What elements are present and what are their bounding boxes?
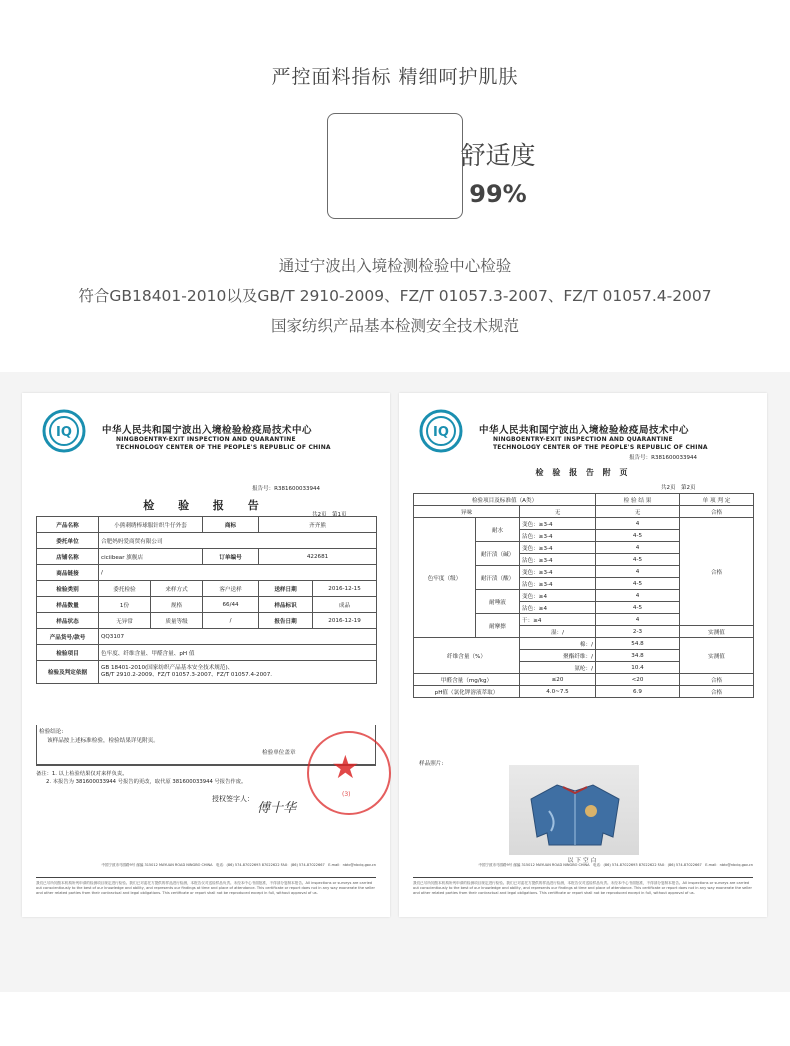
cell-label: 商标 xyxy=(203,517,259,533)
judgement: 合格 xyxy=(680,518,754,626)
cell-value: 422681 xyxy=(259,549,377,565)
judgement: 实测值 xyxy=(680,638,754,674)
comfort-badge xyxy=(327,113,536,219)
report-number: 报告号：R381600033944 xyxy=(252,486,320,492)
table-row xyxy=(37,533,377,549)
cell-label: 检验及判定依据 xyxy=(37,661,99,684)
result: 34.8 xyxy=(596,650,680,662)
cell-value: 成品 xyxy=(313,597,377,613)
col-header: 单 项 判 定 xyxy=(680,494,754,506)
standard: 无 xyxy=(520,506,596,518)
table-row xyxy=(37,629,377,645)
standard: 氨纶：/ xyxy=(520,662,596,674)
svg-text:IQ: IQ xyxy=(56,425,72,440)
org-name-en-1: NINGBOENTRY-EXIT INSPECTION AND QUARANTINE xyxy=(116,436,296,443)
org-name-en-2: TECHNOLOGY CENTER OF THE PEOPLE'S REPUBLIC OF CHINA xyxy=(493,444,708,451)
standard: 棉：/ xyxy=(520,638,596,650)
standard: 湿：/ xyxy=(520,626,596,638)
result: 4 xyxy=(596,590,680,602)
cell-value: / xyxy=(99,565,377,581)
cell-value: 2016-12-15 xyxy=(313,581,377,597)
cell-value: 1份 xyxy=(99,597,151,613)
standard: 沾色：≥3-4 xyxy=(520,554,596,566)
report-number: 报告号：R381600033944 xyxy=(629,455,697,461)
result: 4 xyxy=(596,542,680,554)
desc-line-1: 通过宁波出入境检测检验中心检验 xyxy=(278,257,512,275)
table-row xyxy=(37,613,377,629)
item-label: 纤维含量（%） xyxy=(414,638,520,674)
item-label: pH值（氯化钾溶液萃取） xyxy=(414,686,520,698)
cell-label: 报告日期 xyxy=(259,613,313,629)
headline: 严控面料指标 精细呵护肌肤 xyxy=(271,66,519,88)
cell-value: 委托检验 xyxy=(99,581,151,597)
result: 6.9 xyxy=(596,686,680,698)
report-info-table xyxy=(36,516,377,684)
table-row xyxy=(37,517,377,533)
cell-label: 来样方式 xyxy=(151,581,203,597)
table-row xyxy=(37,549,377,565)
badge-label: 舒适度 xyxy=(460,141,536,170)
stamp-label: 检验单位盖章 xyxy=(262,750,296,756)
result: 4-5 xyxy=(596,578,680,590)
ciq-logo-icon xyxy=(419,409,463,453)
standard: 变色：≥3-4 xyxy=(520,542,596,554)
page-info: 共2页 第2页 xyxy=(661,485,696,491)
cell-value: 客户送样 xyxy=(203,581,259,597)
desc-line-3: 国家纺织产品基本检测安全技术规范 xyxy=(270,317,519,335)
standard: 变色：≥4 xyxy=(520,590,596,602)
conclusion-text: 该样品按上述标准检验，检验结果详见附页。 xyxy=(47,738,159,744)
table-row xyxy=(414,506,754,518)
official-seal xyxy=(307,731,391,815)
org-name-en-2: TECHNOLOGY CENTER OF THE PEOPLE'S REPUBLIC OF CHINA xyxy=(116,444,331,451)
note-1: 备注：1. 以上检验结果仅对来样负责。 xyxy=(36,771,128,777)
cell-label: 质量等级 xyxy=(151,613,203,629)
standard: 沾色：≥3-4 xyxy=(520,530,596,542)
footer-disclaimer: 我们已尽所知按本机构所列申请的检测项目规定进行检验。我们已对委托方提供的样品进行检测，本报告仅对送检样品负责。未经本中心书面批准，不得部分复制本报告。All inspections or surveys are carried out conscientiously to the best of our knowledge and ability, and represents our findings at time and place of attendance. This certificate or report does not in any way exonerate the seller and other related parties from their contractual and legal obligations. This certificate or report shall not be reproduced except in full, without approval of us. xyxy=(413,881,752,895)
cell-label: 样品数量 xyxy=(37,597,99,613)
signature: 傅十华 xyxy=(257,801,297,816)
result: 10.4 xyxy=(596,662,680,674)
judgement: 实测值 xyxy=(680,626,754,638)
cell-label: 检验项目 xyxy=(37,645,99,661)
cell-value: 66/44 xyxy=(203,597,259,613)
judgement: 合格 xyxy=(680,686,754,698)
footer-divider xyxy=(413,877,753,878)
table-row xyxy=(37,581,377,597)
result: 无 xyxy=(596,506,680,518)
badge-value: 99% xyxy=(469,180,527,208)
sub-item-label: 耐唾液 xyxy=(476,590,520,614)
judgement: 合格 xyxy=(680,674,754,686)
result: 4 xyxy=(596,614,680,626)
basis-line-2: GB/T 2910.2-2009、FZ/T 01057.3-2007、FZ/T 01057.4-2007. xyxy=(101,672,273,678)
standard: 聚酯纤维：/ xyxy=(520,650,596,662)
org-name-en-1: NINGBOENTRY-EXIT INSPECTION AND QUARANTINE xyxy=(493,436,673,443)
result: 4 xyxy=(596,518,680,530)
conclusion-label: 检验结论: xyxy=(39,729,64,735)
sample-photo xyxy=(509,765,639,855)
sub-item-label: 耐摩擦 xyxy=(476,614,520,638)
sub-item-label: 耐水 xyxy=(476,518,520,542)
table-row xyxy=(37,661,377,684)
page-info: 共2页 第1页 xyxy=(312,512,347,518)
cell-value: 无异常 xyxy=(99,613,151,629)
report-band xyxy=(0,372,790,992)
cell-value xyxy=(99,661,377,684)
cell-label: 商品链接 xyxy=(37,565,99,581)
basis-line-1: GB 18401-2010(国家纺织产品基本安全技术规范)、 xyxy=(101,664,234,671)
ciq-logo-icon xyxy=(42,409,86,453)
footer-address: 中国宁波市马园路9号 邮编 315012 MAYUAN ROAD NINGBO CHINA 电话：(86) 574-87022693 87022622 FAX：(86) 574-87022667 E-mail：nbtc@nbciq.gov.cn xyxy=(478,863,753,867)
hero-section xyxy=(0,0,790,372)
cell-value: 齐齐熊 xyxy=(259,517,377,533)
table-row xyxy=(37,645,377,661)
cell-label: 产品货号/款号 xyxy=(37,629,99,645)
cell-label: 订单编号 xyxy=(203,549,259,565)
result: 54.8 xyxy=(596,638,680,650)
test-results-table xyxy=(413,493,754,698)
table-header-row xyxy=(414,494,754,506)
result: 4-5 xyxy=(596,602,680,614)
standard: 干：≥4 xyxy=(520,614,596,626)
item-label: 甲醛含量（mg/kg） xyxy=(414,674,520,686)
cell-value: 小熊刺绣棒球服针织牛仔外套 xyxy=(99,517,203,533)
cell-label: 送样日期 xyxy=(259,581,313,597)
table-row xyxy=(414,638,754,650)
footer-address: 中国宁波市马园路9号 邮编 315012 MAYUAN ROAD NINGBO CHINA 电话：(86) 574-87022693 87022622 FAX：(86) 574-87022667 E-mail：nbtc@nbciq.gov.cn xyxy=(101,863,376,867)
cell-value: 色牢度、纤维含量、甲醛含量、pH 值 xyxy=(99,645,377,661)
result: <20 xyxy=(596,674,680,686)
standard: 变色：≥3-4 xyxy=(520,518,596,530)
desc-line-2: 符合GB18401-2010以及GB/T 2910-2009、FZ/T 01057.3-2007、FZ/T 01057.4-2007 xyxy=(78,287,712,305)
svg-text:IQ: IQ xyxy=(433,425,449,440)
standard: ≤20 xyxy=(520,674,596,686)
cell-value: ciciibear 旗舰店 xyxy=(99,549,203,565)
result: 4-5 xyxy=(596,554,680,566)
sample-photo-label: 样品照片: xyxy=(419,761,444,767)
sub-item-label: 耐汗渍（碱） xyxy=(476,542,520,566)
col-header: 检验项目及标准值（A类） xyxy=(414,494,596,506)
note-2: 2. 本报告为 381600033944 号报告的更改，取代原 381600033944 号报告作废。 xyxy=(46,779,247,785)
result: 4-5 xyxy=(596,530,680,542)
seal-star-icon: ★ xyxy=(331,748,360,786)
footer-divider xyxy=(36,877,376,878)
denim-jacket-image xyxy=(527,781,623,847)
cell-label: 样品状态 xyxy=(37,613,99,629)
table-row xyxy=(414,518,754,530)
org-name-cn: 中华人民共和国宁波出入境检验检疫局技术中心 xyxy=(479,425,690,436)
signer-label: 授权签字人： xyxy=(212,795,254,803)
table-row xyxy=(414,686,754,698)
standard: 沾色：≥4 xyxy=(520,602,596,614)
cell-label: 产品名称 xyxy=(37,517,99,533)
item-label: 色牢度（级） xyxy=(414,518,476,638)
report-title: 检 验 报 告 xyxy=(143,499,269,512)
blank-below: 以下空白 xyxy=(567,858,599,864)
report-page-1 xyxy=(22,393,390,917)
standard: 沾色：≥3-4 xyxy=(520,578,596,590)
cell-label: 规格 xyxy=(151,597,203,613)
cell-value: / xyxy=(203,613,259,629)
col-header: 检 验 结 果 xyxy=(596,494,680,506)
standard: 4.0~7.5 xyxy=(520,686,596,698)
cell-label: 委托单位 xyxy=(37,533,99,549)
cell-label: 样品标识 xyxy=(259,597,313,613)
cell-value: QQ3107 xyxy=(99,629,377,645)
standard: 变色：≥3-4 xyxy=(520,566,596,578)
org-name-cn: 中华人民共和国宁波出入境检验检疫局技术中心 xyxy=(102,425,313,436)
table-row xyxy=(37,565,377,581)
report-appendix-title: 检 验 报 告 附 页 xyxy=(535,468,631,477)
table-row xyxy=(414,674,754,686)
cell-value: 2016-12-19 xyxy=(313,613,377,629)
cell-value: 合肥妈妈爱商贸有限公司 xyxy=(99,533,377,549)
result: 2-3 xyxy=(596,626,680,638)
footer-disclaimer: 我们已尽所知按本机构所列申请的检测项目规定进行检验。我们已对委托方提供的样品进行检测，本报告仅对送检样品负责。未经本中心书面批准，不得部分复制本报告。All inspections or surveys are carried out conscientiously to the best of our knowledge and ability, and represents our findings at time and place of attendance. This certificate or report does not in any way exonerate the seller and other related parties from their contractual and legal obligations. This certificate or report shall not be reproduced except in full, without approval of us. xyxy=(36,881,375,895)
table-row xyxy=(37,597,377,613)
sub-item-label: 耐汗渍（酸） xyxy=(476,566,520,590)
report-page-2 xyxy=(399,393,767,917)
item-label: 异味 xyxy=(414,506,520,518)
cell-label: 店铺名称 xyxy=(37,549,99,565)
cell-label: 检验类别 xyxy=(37,581,99,597)
seal-number: (3) xyxy=(342,791,351,798)
result: 4 xyxy=(596,566,680,578)
judgement: 合格 xyxy=(680,506,754,518)
